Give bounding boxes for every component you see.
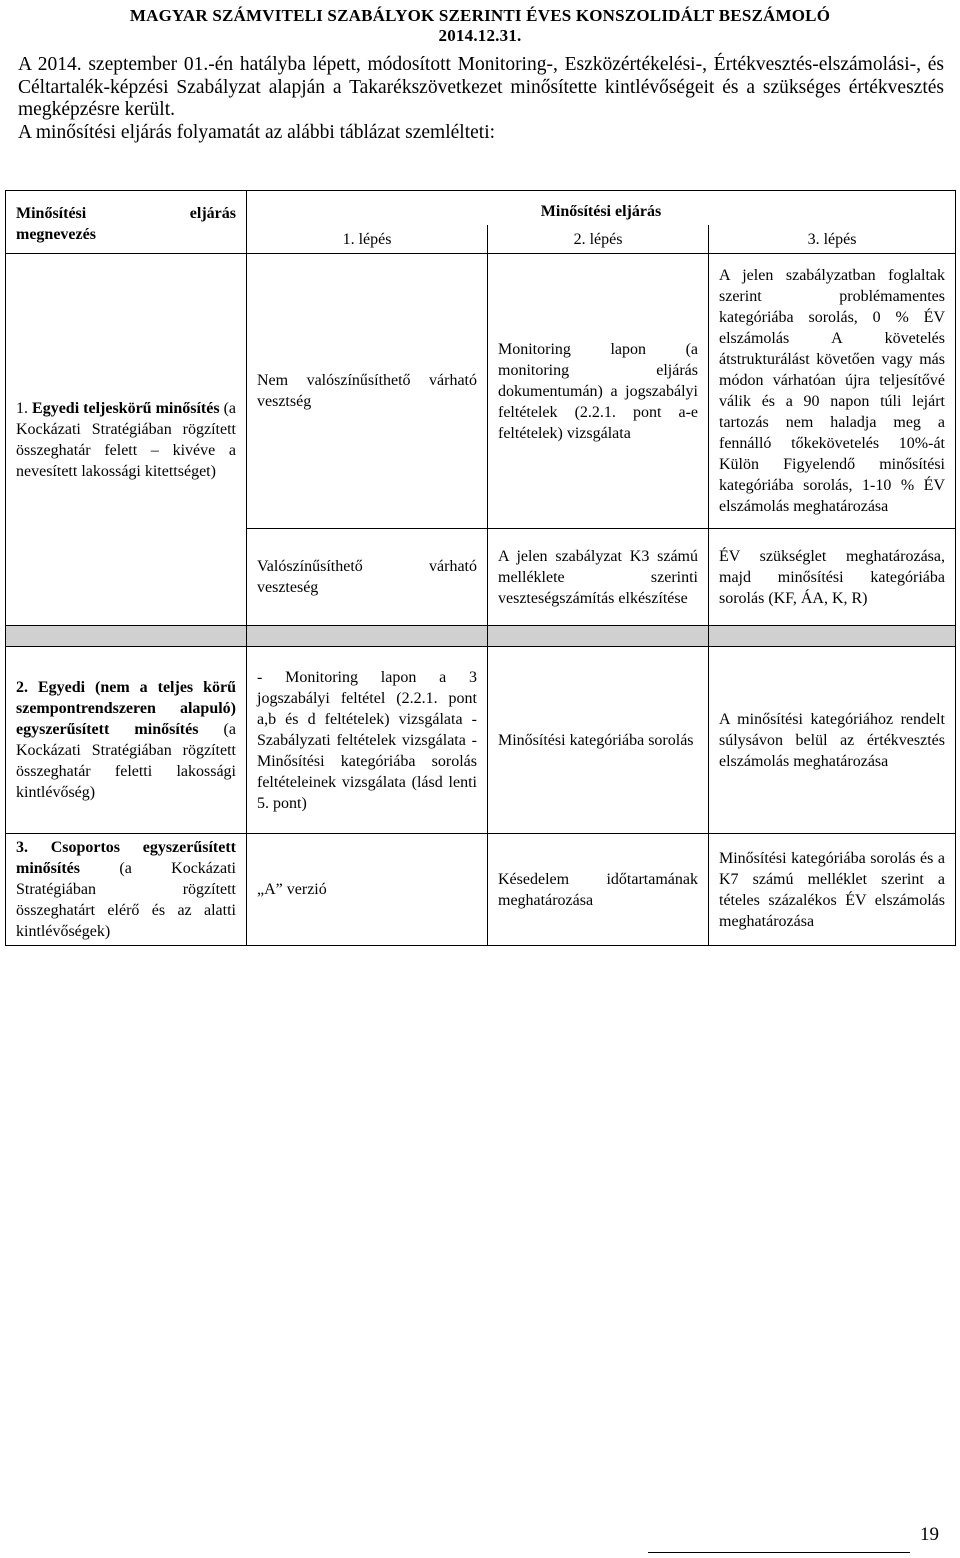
row3-name-cell [6, 834, 247, 946]
row1-a-step3: A jelen szabályzatban foglaltak szerint problémamentes kategóriába sorolás, 0 % ÉV elszámolás A követelés átstrukturálást követően vagy más módon várhatóan újra teljesítővé válik és a 90 napon túli lejárt tartozás nem haladja meg a fennálló tőkekövetelés 10%-át Külön Figyelendő minősítési kategóriába sorolás, 1-10 % ÉV elszámolás meghatározása [709, 254, 956, 529]
header-date: 2014.12.31. [438, 26, 522, 45]
document-header [0, 6, 960, 46]
row1-name-rest: (a Kockázati Stratégiában rögzített összeghatár felett – kivéve a nevesített lakossági kitettséget) [16, 399, 237, 480]
row1-b-step1: Valószínűsíthető várható veszteség [247, 529, 488, 626]
row1-b-step3: ÉV szükséglet meghatározása, majd minősítési kategóriába sorolás (KF, ÁA, K, R) [709, 529, 956, 626]
row3-name-rest: (a Kockázati Stratégiában rögzített összeghatárt elérő és az alatti kintlévőségek) [16, 860, 236, 940]
row1-num: 1. [16, 399, 28, 417]
row1-a-step1: Nem valószínűsíthető várható vesztség [247, 254, 488, 529]
row3 [6, 834, 956, 946]
separator-row [6, 626, 956, 647]
intro-paragraph: A 2014. szeptember 01.-én hatályba lépett, módosított Monitoring-, Eszközértékelési-, Értékvesztés-elszámolási-, és Céltartalék-képzési Szabályzat alapján a Takarékszövetkezet minősítette kintlévőségeit és a szükséges értékvesztés megképzésre került. [18, 54, 944, 120]
row2 [6, 647, 956, 834]
page-number: 19 [920, 1524, 939, 1545]
footer-rule [648, 1552, 910, 1553]
row2-step1: - Monitoring lapon a 3 jogszabályi feltétel (2.2.1. pont a,b és d feltételek) vizsgálata - Szabályzati feltételek vizsgálata - Minősítési kategóriába sorolás feltételeinek vizsgálata (lásd lenti 5. pont) [247, 647, 488, 834]
row1-b-step2: A jelen szabályzat K3 számú melléklete szerinti veszteségszámítás elkészítése [488, 529, 709, 626]
row2-name-bold: 2. Egyedi (nem a teljes körű szempontrendszeren alapuló) egyszerűsített minősítés [16, 679, 236, 738]
row1-a [6, 254, 956, 529]
head-step3: 3. lépés [709, 225, 956, 254]
row3-step3: Minősítési kategóriába sorolás és a K7 számú melléklet szerint a tételes százalékos ÉV elszámolás meghatározása [709, 834, 956, 946]
separator-cell [709, 626, 956, 647]
head-name-word2: eljárás [189, 205, 236, 222]
row3-step2: Késedelem időtartamának meghatározása [488, 834, 709, 946]
row3-step1: „A” verzió [247, 834, 488, 946]
qualification-table [5, 190, 956, 946]
row1-name-cell [6, 254, 247, 626]
head-name-word3: megnevezés [16, 226, 96, 243]
separator-cell [247, 626, 488, 647]
row2-name-rest: (a Kockázati Stratégiában rögzített összeghatár feletti lakossági kintlévőség) [16, 721, 236, 801]
head-name-cell [6, 191, 247, 254]
row3-name-bold: 3. Csoportos egyszerűsített minősítés [16, 839, 236, 877]
head-group-cell: Minősítési eljárás [247, 191, 956, 226]
table-head-row [6, 191, 956, 226]
row1-name-bold: Egyedi teljeskörű minősítés [32, 399, 220, 417]
header-title: MAGYAR SZÁMVITELI SZABÁLYOK SZERINTI ÉVES KONSZOLIDÁLT BESZÁMOLÓ [129, 6, 831, 25]
row1-a-step2: Monitoring lapon (a monitoring eljárás dokumentumán) a jogszabályi feltételek (2.2.1. pont a-e feltételek) vizsgálata [488, 254, 709, 529]
separator-cell [488, 626, 709, 647]
intro-text [18, 54, 944, 144]
intro-table-lead: A minősítési eljárás folyamatát az alábbi táblázat szemlélteti: [18, 121, 496, 143]
row2-name-cell [6, 647, 247, 834]
separator-cell [6, 626, 247, 647]
row2-step2: Minősítési kategóriába sorolás [488, 647, 709, 834]
head-name-word1: Minősítési [16, 205, 87, 222]
row2-step3: A minősítési kategóriához rendelt súlysávon belül az értékvesztés elszámolás meghatározása [709, 647, 956, 834]
head-step2: 2. lépés [488, 225, 709, 254]
head-step1: 1. lépés [247, 225, 488, 254]
